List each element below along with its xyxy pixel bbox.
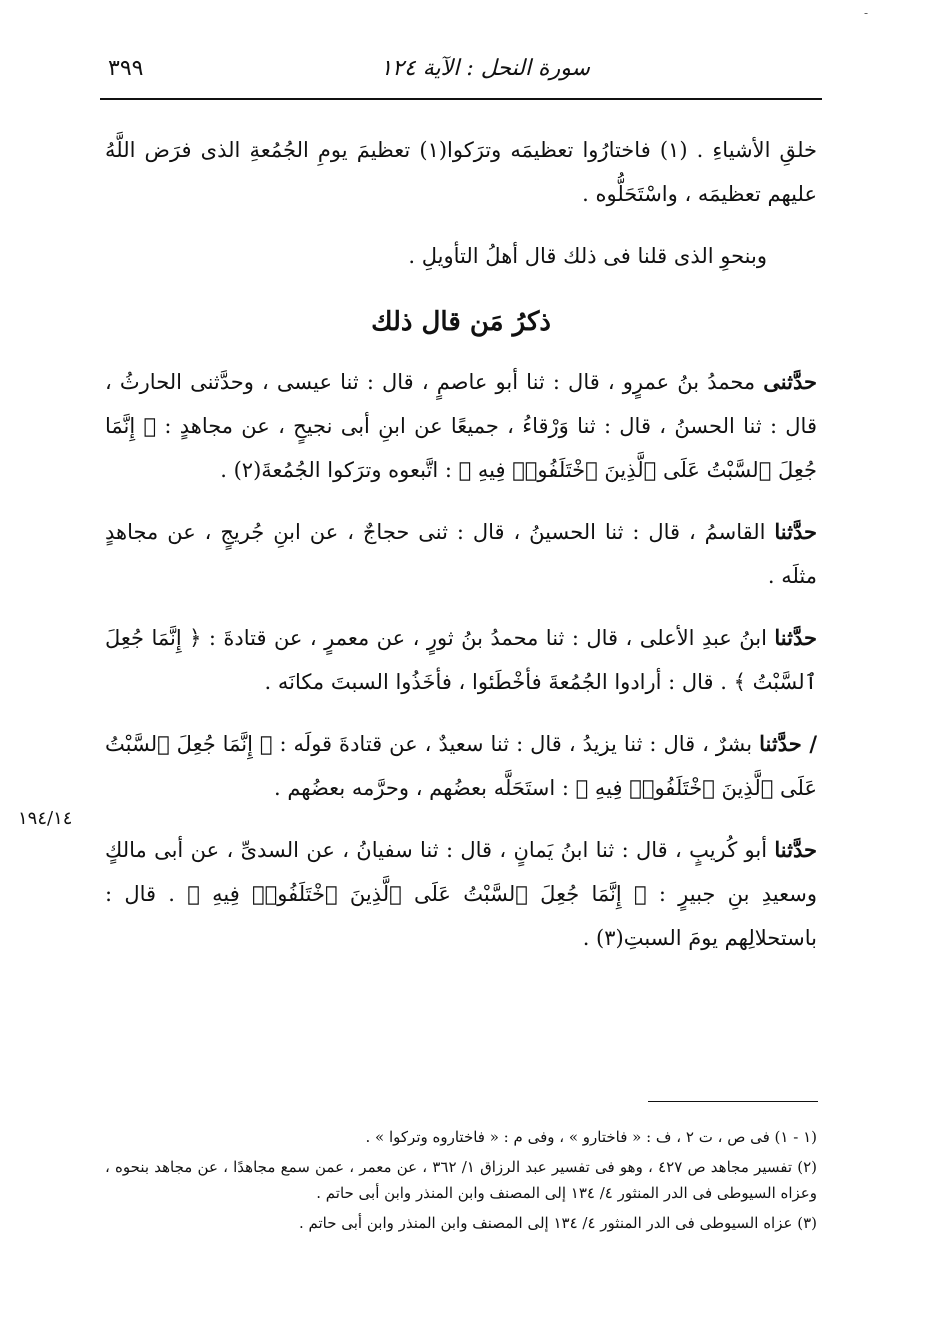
paragraph-6 <box>105 722 817 810</box>
page-number: ٣٩٩ <box>108 56 144 81</box>
running-title: سورة النحل : الآية ١٢٤ <box>380 56 590 81</box>
paragraph-3 <box>105 360 817 492</box>
corner-mark: - <box>863 6 868 20</box>
paragraph-2: وبنحوِ الذى قلنا فى ذلك قال أهلُ التأويلِ . <box>408 244 767 268</box>
narration-text: ابنُ عبدِ الأعلى ، قال : ثنا محمدُ بنُ ثورٍ ، عن معمرٍ ، عن قتادةَ : ﴿ إِنَّمَا جُعِلَ ٱلسَّبْتُ ﴾ . قال : أرادوا الجُمُعةَ فأخْطَئوا ، فأخَذُوا السبتَ مكانَه . <box>105 626 817 694</box>
footnote-3: (٣) عزاه السيوطى فى الدر المنثور ٤/ ١٣٤ إلى المصنف وابن المنذر وابن أبى حاتم . <box>298 1214 817 1232</box>
paragraph-4 <box>105 510 817 598</box>
narration-text: بشرٌ ، قال : ثنا يزيدُ ، قال : ثنا سعيدٌ ، عن قتادةَ قولَه : ﴿ إِنَّمَا جُعِلَ ٱلسَّبْتُ عَلَى ٱلَّذِينَ ٱخْتَلَفُوا۟ فِيهِ ﴾ : استَحَلَّه بعضُهم ، وحرَّمه بعضُهم . <box>105 732 817 800</box>
narration-lead: حدَّثنا <box>774 519 817 544</box>
narration-text: محمدُ بنُ عمرٍو ، قال : ثنا أبو عاصمٍ ، قال : ثنا عيسى ، وحدَّثنى الحارثُ ، قال : ثنا الحسنُ ، قال : ثنا وَرْقاءُ ، جميعًا عن ابنِ أبى نجيحٍ ، عن مجاهدٍ : ﴿ إِنَّمَا جُعِلَ ٱلسَّبْتُ عَلَى ٱلَّذِينَ ٱخْتَلَفُوا۟ فِيهِ ﴾ : اتَّبعوه وترَكوا الجُمُعةَ(٢) . <box>105 370 817 482</box>
narration-lead: حدَّثنا <box>774 625 817 650</box>
narration-lead: حدَّثنى <box>763 369 817 394</box>
header-rule <box>100 98 822 100</box>
footnote-rule <box>648 1101 818 1102</box>
footnote-1: (١ - ١) فى ص ، ت ٢ ، ف : « فاختارو » ، وفى م : « فاختاروه وتركوا » . <box>365 1128 817 1146</box>
paragraph-7 <box>105 828 817 960</box>
paragraph-5 <box>105 616 817 704</box>
page-header <box>100 52 822 94</box>
narration-text: القاسمُ ، قال : ثنا الحسينُ ، قال : ثنى حجاجٌ ، عن ابنِ جُريجٍ ، عن مجاهدٍ مثلَه . <box>105 520 817 588</box>
section-heading: ذكرُ مَن قال ذلك <box>371 307 551 337</box>
narration-lead: / حدَّثنا <box>759 731 817 756</box>
footnote-2: (٢) تفسير مجاهد ص ٤٢٧ ، وهو فى تفسير عبد الرزاق ١/ ٣٦٢ ، عن معمر ، عمن سمع مجاهدًا ، عن مجاهد بنحوه ، وعزاه السيوطى فى الدر المنثور ٤/ ١٣٤ إلى المصنف وابن المنذر وابن أبى حاتم . <box>105 1158 817 1202</box>
narration-lead: حدَّثنا <box>774 837 817 862</box>
footnotes <box>105 1124 817 1240</box>
margin-reference: ١٩٤/١٤ <box>18 808 73 829</box>
main-text <box>105 128 817 978</box>
narration-text: أبو كُريبٍ ، قال : ثنا ابنُ يَمانٍ ، قال : ثنا سفيانُ ، عن السدىِّ ، عن أبى مالكٍ وسعيدِ بنِ جبيرٍ : ﴿ إِنَّمَا جُعِلَ ٱلسَّبْتُ عَلَى ٱلَّذِينَ ٱخْتَلَفُوا۟ فِيهِ ﴾ . قال : باستحلالِهم يومَ السبتِ(٣) . <box>105 838 817 950</box>
paragraph-1: خلقِ الأشياءِ . (١) فاختارُوا تعظيمَه وترَكوا(١) تعظيمَ يومِ الجُمُعةِ الذى فرَض اللَّهُ عليهم تعظيمَه ، واسْتَحَلُّوه . <box>105 138 818 206</box>
